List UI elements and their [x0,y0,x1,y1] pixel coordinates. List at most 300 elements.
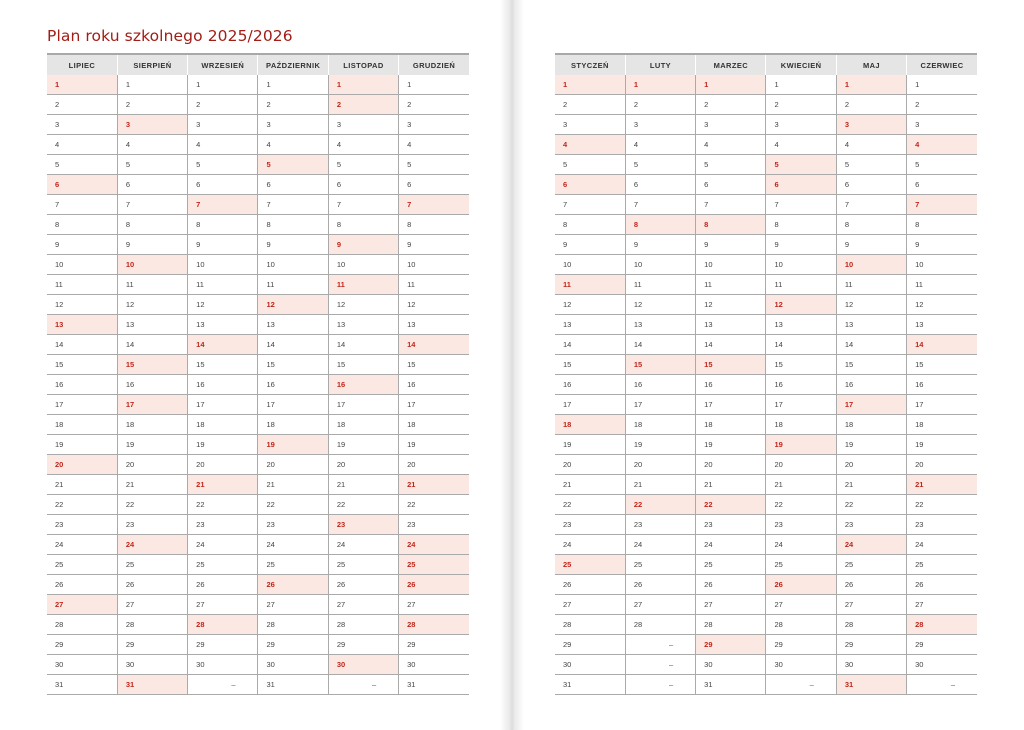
day-cell: 19 [117,435,187,455]
day-cell: 25 [47,555,117,575]
day-cell: 15 [555,355,625,375]
day-row [47,395,469,415]
day-cell: 27 [188,595,258,615]
day-cell: 15 [907,355,977,375]
day-row [555,635,977,655]
day-cell: 30 [766,655,836,675]
day-row [555,255,977,275]
day-cell: 6 [258,175,328,195]
day-cell: 20 [907,455,977,475]
day-cell: 28 [555,615,625,635]
day-cell: 27 [907,595,977,615]
day-cell: 7 [47,195,117,215]
day-cell: 20 [328,455,398,475]
day-cell: 21 [625,475,695,495]
day-cell: 3 [696,115,766,135]
day-cell: 11 [47,275,117,295]
day-cell: 29 [328,635,398,655]
month-header: GRUDZIEŃ [399,54,469,75]
day-cell-holiday: 5 [766,155,836,175]
day-cell: 30 [555,655,625,675]
day-cell-holiday: 10 [836,255,906,275]
day-cell: 18 [907,415,977,435]
day-cell-holiday: 7 [907,195,977,215]
day-cell: 20 [696,455,766,475]
month-header: SIERPIEŃ [117,54,187,75]
day-cell: 9 [555,235,625,255]
day-cell: 26 [188,575,258,595]
day-row [47,475,469,495]
day-cell: 13 [625,315,695,335]
day-cell: 11 [188,275,258,295]
day-cell: 15 [258,355,328,375]
day-cell: 3 [766,115,836,135]
day-row [47,295,469,315]
day-cell: 20 [555,455,625,475]
day-cell: 12 [328,295,398,315]
day-cell: 4 [836,135,906,155]
day-row [555,155,977,175]
day-cell: 31 [399,675,469,695]
day-cell-holiday: 31 [836,675,906,695]
day-cell: 25 [328,555,398,575]
day-row [555,555,977,575]
day-cell: 27 [696,595,766,615]
day-row [555,295,977,315]
day-cell-holiday: 20 [47,455,117,475]
day-cell: 21 [555,475,625,495]
day-cell-holiday: 26 [258,575,328,595]
day-cell: 23 [47,515,117,535]
day-cell: 28 [836,615,906,635]
day-cell: 29 [47,635,117,655]
day-cell-holiday: 14 [399,335,469,355]
day-cell-holiday: 23 [328,515,398,535]
day-cell: 14 [117,335,187,355]
day-cell: 12 [696,295,766,315]
day-row [555,615,977,635]
day-row [555,435,977,455]
month-header: MARZEC [696,54,766,75]
day-cell: 16 [258,375,328,395]
day-cell: 10 [258,255,328,275]
day-row [555,355,977,375]
day-cell: 27 [328,595,398,615]
day-cell: 17 [399,395,469,415]
day-cell-holiday: 26 [766,575,836,595]
day-cell-holiday: 1 [625,75,695,95]
day-cell: 16 [696,375,766,395]
day-cell: 19 [555,435,625,455]
day-cell: 11 [625,275,695,295]
day-cell-holiday: 8 [625,215,695,235]
day-cell-holiday: 6 [47,175,117,195]
day-cell: 28 [117,615,187,635]
day-cell: 26 [836,575,906,595]
day-cell: 12 [188,295,258,315]
day-cell: 27 [399,595,469,615]
day-cell: 13 [188,315,258,335]
day-cell: 24 [258,535,328,555]
day-cell: 7 [766,195,836,215]
day-cell: 30 [117,655,187,675]
day-cell: 19 [836,435,906,455]
day-cell: 12 [907,295,977,315]
day-row [555,115,977,135]
empty-day-cell: – [907,675,977,695]
day-cell: 7 [258,195,328,215]
month-header-row [47,54,469,75]
day-cell: 21 [117,475,187,495]
day-cell: 8 [399,215,469,235]
day-cell: 25 [117,555,187,575]
day-cell: 2 [117,95,187,115]
day-cell: 4 [47,135,117,155]
day-cell-holiday: 1 [47,75,117,95]
day-cell-holiday: 6 [766,175,836,195]
day-cell-holiday: 24 [117,535,187,555]
day-cell: 18 [328,415,398,435]
month-header: CZERWIEC [907,54,977,75]
day-cell: 6 [907,175,977,195]
day-cell: 3 [625,115,695,135]
day-cell: 29 [836,635,906,655]
day-row [47,595,469,615]
day-cell: 15 [328,355,398,375]
day-cell: 5 [328,155,398,175]
day-cell: 29 [766,635,836,655]
day-cell: 4 [188,135,258,155]
day-cell: 2 [47,95,117,115]
day-cell: 4 [766,135,836,155]
empty-day-cell: – [625,655,695,675]
day-cell: 19 [625,435,695,455]
book-gutter [500,0,524,730]
empty-day-cell: – [625,635,695,655]
day-cell: 24 [625,535,695,555]
day-cell: 4 [258,135,328,155]
day-cell-holiday: 9 [328,235,398,255]
day-cell: 7 [555,195,625,215]
day-cell-holiday: 25 [555,555,625,575]
day-cell: 22 [766,495,836,515]
day-cell: 7 [836,195,906,215]
day-row [47,175,469,195]
day-cell: 23 [555,515,625,535]
day-cell-holiday: 27 [47,595,117,615]
month-header: STYCZEŃ [555,54,625,75]
day-cell: 7 [696,195,766,215]
day-cell: 2 [907,95,977,115]
day-cell: 2 [766,95,836,115]
day-cell-holiday: 4 [555,135,625,155]
day-cell: 4 [117,135,187,155]
day-cell: 29 [188,635,258,655]
day-cell: 18 [188,415,258,435]
day-row [47,455,469,475]
day-cell: 20 [258,455,328,475]
day-cell: 6 [625,175,695,195]
day-row [47,255,469,275]
day-cell: 29 [117,635,187,655]
day-row [555,415,977,435]
day-cell: 19 [696,435,766,455]
day-cell: 6 [696,175,766,195]
day-cell: 16 [766,375,836,395]
day-cell: 19 [907,435,977,455]
day-cell: 30 [47,655,117,675]
day-cell-holiday: 22 [625,495,695,515]
month-header-row [555,54,977,75]
month-header: LUTY [625,54,695,75]
day-cell: 5 [696,155,766,175]
day-cell: 26 [625,575,695,595]
day-cell: 9 [258,235,328,255]
day-cell: 26 [47,575,117,595]
day-cell: 28 [696,615,766,635]
day-cell: 16 [907,375,977,395]
day-cell-holiday: 24 [836,535,906,555]
day-cell: 8 [766,215,836,235]
day-cell: 10 [399,255,469,275]
day-cell: 10 [555,255,625,275]
day-cell-holiday: 25 [399,555,469,575]
day-cell: 12 [117,295,187,315]
day-row [47,335,469,355]
day-cell: 24 [555,535,625,555]
day-cell: 8 [258,215,328,235]
day-cell: 21 [328,475,398,495]
day-cell: 27 [117,595,187,615]
day-cell: 24 [47,535,117,555]
day-cell: 21 [47,475,117,495]
empty-day-cell: – [328,675,398,695]
day-cell: 12 [555,295,625,315]
empty-day-cell: – [766,675,836,695]
day-cell: 8 [836,215,906,235]
day-cell: 13 [399,315,469,335]
day-cell: 18 [696,415,766,435]
day-row [47,375,469,395]
day-row [47,195,469,215]
day-cell-holiday: 1 [328,75,398,95]
day-cell: 31 [47,675,117,695]
day-cell-holiday: 7 [188,195,258,215]
day-cell: 19 [328,435,398,455]
day-cell-holiday: 19 [766,435,836,455]
day-cell: 17 [47,395,117,415]
day-cell: 29 [399,635,469,655]
day-cell: 29 [907,635,977,655]
day-cell: 22 [399,495,469,515]
day-cell: 10 [766,255,836,275]
day-cell: 11 [399,275,469,295]
day-cell: 17 [258,395,328,415]
day-row [47,495,469,515]
day-cell: 1 [907,75,977,95]
day-cell: 30 [188,655,258,675]
day-cell: 17 [625,395,695,415]
day-cell: 5 [625,155,695,175]
day-cell: 13 [555,315,625,335]
day-cell: 17 [766,395,836,415]
day-cell: 27 [258,595,328,615]
day-cell: 14 [258,335,328,355]
day-row [47,275,469,295]
day-cell-holiday: 13 [47,315,117,335]
day-cell: 25 [258,555,328,575]
day-cell: 25 [625,555,695,575]
day-row [47,115,469,135]
day-cell: 6 [836,175,906,195]
day-cell-holiday: 26 [399,575,469,595]
page-title: Plan roku szkolnego 2025/2026 [47,27,293,45]
day-row [47,635,469,655]
day-cell-holiday: 21 [399,475,469,495]
day-cell-holiday: 24 [399,535,469,555]
day-cell: 2 [696,95,766,115]
day-cell: 21 [258,475,328,495]
day-cell: 1 [766,75,836,95]
day-cell: 19 [188,435,258,455]
day-cell: 3 [328,115,398,135]
day-cell: 13 [766,315,836,335]
day-cell: 3 [188,115,258,135]
empty-day-cell: – [188,675,258,695]
day-cell-holiday: 16 [328,375,398,395]
day-cell: 8 [117,215,187,235]
day-cell: 23 [907,515,977,535]
day-cell: 20 [625,455,695,475]
day-row [47,215,469,235]
day-cell: 23 [766,515,836,535]
day-cell: 2 [625,95,695,115]
day-cell: 16 [836,375,906,395]
day-row [47,155,469,175]
day-cell: 3 [907,115,977,135]
month-header: KWIECIEŃ [766,54,836,75]
day-cell: 27 [836,595,906,615]
day-cell: 16 [47,375,117,395]
day-cell: 8 [188,215,258,235]
day-row [555,235,977,255]
day-cell: 30 [258,655,328,675]
day-cell: 14 [696,335,766,355]
day-cell: 11 [258,275,328,295]
day-cell: 17 [555,395,625,415]
day-cell-holiday: 28 [907,615,977,635]
day-cell-holiday: 14 [907,335,977,355]
day-cell: 16 [555,375,625,395]
day-row [47,555,469,575]
day-row [47,655,469,675]
day-row [555,455,977,475]
day-cell: 6 [117,175,187,195]
day-row [555,315,977,335]
day-cell: 15 [399,355,469,375]
day-cell: 12 [836,295,906,315]
day-cell: 14 [555,335,625,355]
day-cell-holiday: 7 [399,195,469,215]
day-cell: 2 [399,95,469,115]
day-cell: 22 [907,495,977,515]
day-cell: 28 [625,615,695,635]
day-cell: 13 [907,315,977,335]
day-cell: 23 [117,515,187,535]
day-cell: 25 [766,555,836,575]
day-cell: 30 [696,655,766,675]
day-cell-holiday: 3 [836,115,906,135]
day-cell: 10 [328,255,398,275]
day-cell: 22 [328,495,398,515]
day-cell: 9 [47,235,117,255]
day-cell: 21 [836,475,906,495]
day-cell: 23 [625,515,695,535]
day-cell: 31 [696,675,766,695]
day-cell: 13 [836,315,906,335]
day-cell: 20 [399,455,469,475]
day-cell: 7 [117,195,187,215]
day-cell: 14 [328,335,398,355]
day-cell: 6 [188,175,258,195]
day-cell: 24 [328,535,398,555]
day-cell: 28 [258,615,328,635]
day-row [555,195,977,215]
day-cell-holiday: 2 [328,95,398,115]
day-cell: 9 [188,235,258,255]
day-cell-holiday: 11 [328,275,398,295]
day-cell: 25 [907,555,977,575]
day-cell: 15 [836,355,906,375]
day-cell: 26 [555,575,625,595]
day-cell: 20 [766,455,836,475]
day-cell-holiday: 15 [625,355,695,375]
day-cell: 4 [696,135,766,155]
day-cell: 10 [625,255,695,275]
day-cell: 9 [625,235,695,255]
day-row [555,575,977,595]
day-cell: 13 [328,315,398,335]
day-cell: 8 [555,215,625,235]
day-cell: 14 [836,335,906,355]
day-cell: 11 [696,275,766,295]
day-row [47,315,469,335]
day-cell: 29 [258,635,328,655]
day-cell: 31 [555,675,625,695]
day-cell: 30 [907,655,977,675]
day-cell: 18 [766,415,836,435]
day-cell: 8 [47,215,117,235]
day-cell: 8 [907,215,977,235]
day-cell-holiday: 19 [258,435,328,455]
day-row [555,495,977,515]
day-cell-holiday: 6 [555,175,625,195]
day-cell: 2 [836,95,906,115]
empty-day-cell: – [625,675,695,695]
day-row [47,675,469,695]
day-cell: 17 [696,395,766,415]
day-cell: 27 [625,595,695,615]
day-cell: 3 [47,115,117,135]
day-cell: 25 [836,555,906,575]
day-cell: 17 [907,395,977,415]
day-cell: 3 [555,115,625,135]
day-row [47,515,469,535]
day-cell: 22 [555,495,625,515]
month-header: LISTOPAD [328,54,398,75]
day-row [47,75,469,95]
day-cell: 1 [258,75,328,95]
